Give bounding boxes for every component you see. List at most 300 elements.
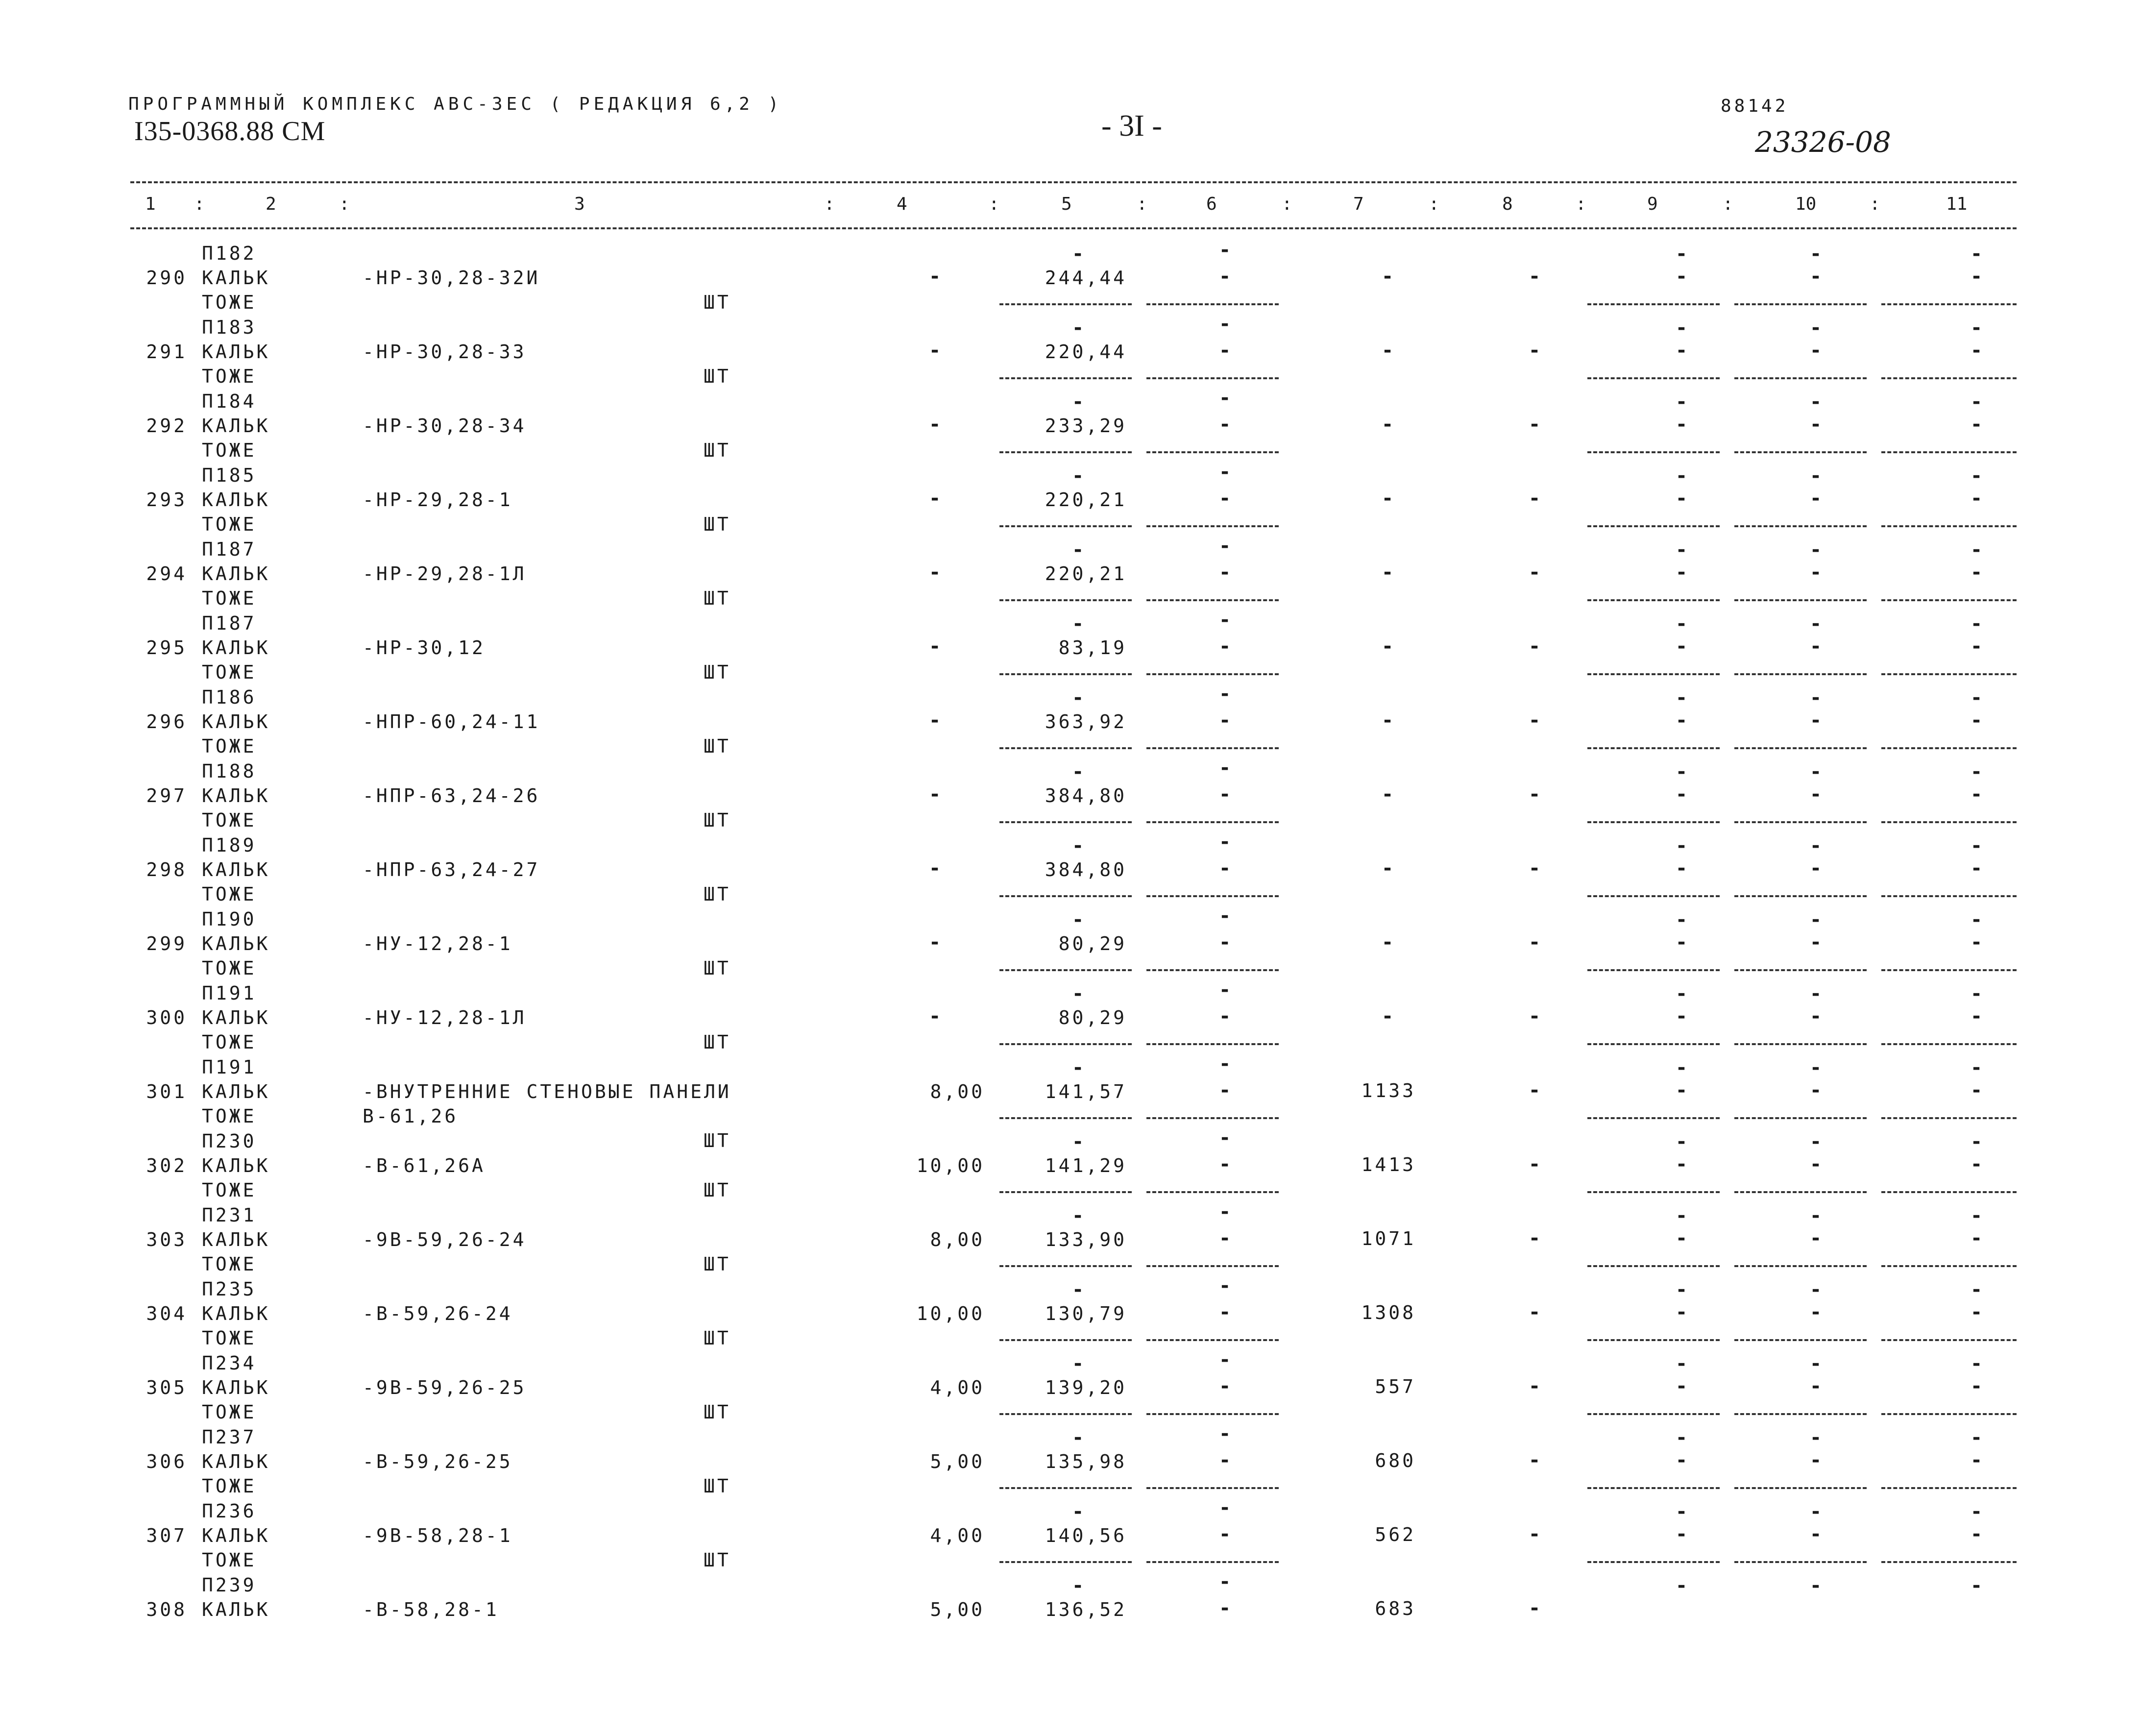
table-row [0, 1496, 2141, 1574]
same-label: ТОЖЕ [202, 513, 257, 535]
subtotal-rule [999, 969, 1132, 971]
subtotal-rule [1587, 969, 1720, 971]
empty-cell-dash: - [1219, 783, 1234, 806]
empty-cell-dash: - [1971, 1153, 1985, 1175]
subtotal-rule [1587, 1043, 1720, 1045]
empty-cell-dash: - [1676, 1227, 1690, 1249]
empty-cell-dash: - [1382, 413, 1396, 436]
item-description-continued: В-61,26 [363, 1105, 459, 1127]
table-row [0, 978, 2141, 1056]
empty-cell-dash: - [1072, 686, 1087, 709]
same-label: ТОЖЕ [202, 1549, 257, 1571]
calc-label: КАЛЬК [202, 1155, 270, 1176]
program-title: ПРОГРАММНЫЙ КОМПЛЕКС АВС-ЗЕС ( РЕДАКЦИЯ 6,2 ) [128, 94, 783, 114]
empty-cell-dash: - [1810, 391, 1825, 413]
empty-cell-dash: - [1810, 834, 1825, 857]
subtotal-rule [1587, 747, 1720, 749]
empty-cell-dash: - [1219, 1126, 1234, 1149]
item-description: -НУ-12,28-1Л [363, 1007, 527, 1028]
subtotal-rule [1881, 377, 2017, 379]
row-number: 308 [146, 1599, 187, 1620]
row-number: 301 [146, 1081, 187, 1102]
subtotal-rule [1734, 303, 1867, 305]
empty-cell-dash: - [1529, 1597, 1543, 1619]
empty-cell-dash: - [1072, 1056, 1087, 1079]
subtotal-rule [1734, 1117, 1867, 1119]
table-row [0, 1126, 2141, 1204]
empty-cell-dash: - [1676, 982, 1690, 1005]
subtotal-rule [999, 1413, 1132, 1415]
position-code: П183 [202, 317, 257, 338]
subtotal-rule [999, 1191, 1132, 1193]
empty-cell-dash: - [929, 709, 944, 732]
empty-cell-dash: - [1810, 487, 1825, 510]
empty-cell-dash: - [1971, 1500, 1985, 1523]
empty-cell-dash: - [1529, 561, 1543, 584]
subtotal-rule [1587, 1265, 1720, 1267]
subtotal-rule [1734, 1487, 1867, 1489]
header-top-rule [130, 181, 2017, 183]
same-label: ТОЖЕ [202, 1031, 257, 1053]
empty-cell-dash: - [1676, 339, 1690, 362]
empty-cell-dash: - [1810, 931, 1825, 954]
empty-cell-dash: - [1971, 1523, 1985, 1545]
empty-cell-dash: - [1072, 1426, 1087, 1449]
empty-cell-dash: - [1971, 709, 1985, 732]
subtotal-rule [1146, 1191, 1279, 1193]
unit-price-value: 363,92 [1045, 711, 1127, 733]
unit-price-value: 233,29 [1045, 415, 1127, 437]
empty-cell-dash: - [1676, 413, 1690, 436]
unit-of-measure: ШТ [704, 1327, 731, 1349]
empty-cell-dash: - [1219, 1375, 1234, 1397]
total-value: 683 [1375, 1598, 1416, 1619]
subtotal-rule [1881, 1265, 2017, 1267]
position-code: П184 [202, 391, 257, 412]
calc-label: КАЛЬК [202, 1599, 270, 1620]
subtotal-rule [1587, 673, 1720, 675]
empty-cell-dash: - [1072, 908, 1087, 931]
subtotal-rule [1146, 1265, 1279, 1267]
empty-cell-dash: - [1676, 1301, 1690, 1323]
row-number: 303 [146, 1229, 187, 1250]
empty-cell-dash: - [1810, 1523, 1825, 1545]
empty-cell-dash: - [1971, 1005, 1985, 1027]
column-separator: : [339, 194, 350, 214]
subtotal-rule [999, 1117, 1132, 1119]
item-description: -В-58,28-1 [363, 1599, 499, 1620]
empty-cell-dash: - [1219, 831, 1234, 853]
subtotal-rule [1881, 451, 2017, 453]
subtotal-rule [999, 747, 1132, 749]
same-label: ТОЖЕ [202, 1327, 257, 1349]
empty-cell-dash: - [1382, 857, 1396, 880]
total-value: 1308 [1361, 1302, 1416, 1323]
subtotal-rule [1587, 377, 1720, 379]
empty-cell-dash: - [1971, 686, 1985, 709]
row-number: 292 [146, 415, 187, 437]
empty-cell-dash: - [1529, 1301, 1543, 1323]
empty-cell-dash: - [1219, 239, 1234, 261]
subtotal-rule [1146, 747, 1279, 749]
empty-cell-dash: - [1072, 1278, 1087, 1301]
unit-price-value: 384,80 [1045, 859, 1127, 880]
empty-cell-dash: - [1219, 905, 1234, 927]
position-code: П237 [202, 1426, 257, 1448]
calc-label: КАЛЬК [202, 341, 270, 363]
empty-cell-dash: - [1529, 1449, 1543, 1471]
empty-cell-dash: - [929, 339, 944, 362]
empty-cell-dash: - [1072, 1500, 1087, 1523]
empty-cell-dash: - [1676, 465, 1690, 487]
column-separator: : [194, 194, 205, 214]
empty-cell-dash: - [1810, 1153, 1825, 1175]
quantity-value: 10,00 [916, 1303, 985, 1324]
empty-cell-dash: - [1382, 561, 1396, 584]
empty-cell-dash: - [1072, 1352, 1087, 1375]
empty-cell-dash: - [1072, 1574, 1087, 1597]
empty-cell-dash: - [1810, 1204, 1825, 1227]
position-code: П191 [202, 982, 257, 1004]
unit-of-measure: ШТ [704, 1475, 731, 1497]
item-description: -НР-29,28-1 [363, 489, 513, 511]
subtotal-rule [999, 673, 1132, 675]
empty-cell-dash: - [1971, 1375, 1985, 1397]
calc-label: КАЛЬК [202, 267, 270, 289]
position-code: П239 [202, 1574, 257, 1596]
subtotal-rule [1587, 451, 1720, 453]
subtotal-rule [1881, 1561, 2017, 1563]
empty-cell-dash: - [929, 1005, 944, 1027]
column-header-row [0, 194, 2141, 219]
handwritten-number: 23326-08 [1755, 125, 1891, 159]
unit-price-value: 133,90 [1045, 1229, 1127, 1250]
empty-cell-dash: - [1971, 1079, 1985, 1101]
subtotal-rule [1734, 1413, 1867, 1415]
subtotal-rule [1146, 1413, 1279, 1415]
empty-cell-dash: - [1810, 1500, 1825, 1523]
empty-cell-dash: - [1219, 1301, 1234, 1323]
subtotal-rule [999, 1265, 1132, 1267]
position-code: П234 [202, 1352, 257, 1374]
unit-price-value: 83,19 [1058, 637, 1127, 659]
empty-cell-dash: - [1219, 1570, 1234, 1593]
unit-price-value: 80,29 [1058, 1007, 1127, 1028]
empty-cell-dash: - [1810, 908, 1825, 931]
empty-cell-dash: - [1810, 465, 1825, 487]
subtotal-rule [1587, 821, 1720, 823]
empty-cell-dash: - [1810, 1278, 1825, 1301]
item-description: -НПР-60,24-11 [363, 711, 540, 733]
item-description: -НУ-12,28-1 [363, 933, 513, 954]
empty-cell-dash: - [1971, 1301, 1985, 1323]
column-separator: : [1870, 194, 1880, 214]
empty-cell-dash: - [1810, 635, 1825, 658]
row-number: 305 [146, 1377, 187, 1398]
empty-cell-dash: - [1810, 1449, 1825, 1471]
subtotal-rule [999, 1043, 1132, 1045]
table-row [0, 239, 2141, 317]
empty-cell-dash: - [1810, 265, 1825, 288]
empty-cell-dash: - [1971, 243, 1985, 265]
subtotal-rule [999, 525, 1132, 527]
empty-cell-dash: - [1382, 339, 1396, 362]
row-number: 306 [146, 1451, 187, 1472]
empty-cell-dash: - [1219, 635, 1234, 658]
empty-cell-dash: - [1219, 487, 1234, 510]
empty-cell-dash: - [1529, 339, 1543, 362]
subtotal-rule [1146, 673, 1279, 675]
empty-cell-dash: - [1971, 635, 1985, 658]
subtotal-rule [999, 895, 1132, 897]
empty-cell-dash: - [1529, 1005, 1543, 1027]
item-description: -НР-30,28-33 [363, 341, 527, 363]
calc-label: КАЛЬК [202, 1525, 270, 1546]
empty-cell-dash: - [1219, 1597, 1234, 1619]
row-number: 294 [146, 563, 187, 585]
empty-cell-dash: - [1810, 317, 1825, 339]
calc-label: КАЛЬК [202, 1451, 270, 1472]
position-code: П191 [202, 1056, 257, 1078]
empty-cell-dash: - [1219, 609, 1234, 631]
quantity-value: 8,00 [930, 1229, 985, 1250]
empty-cell-dash: - [1810, 783, 1825, 806]
empty-cell-dash: - [1072, 760, 1087, 783]
column-separator: : [1429, 194, 1439, 214]
empty-cell-dash: - [1072, 538, 1087, 561]
column-header-7: 7 [1353, 194, 1364, 214]
same-label: ТОЖЕ [202, 661, 257, 683]
unit-price-value: 136,52 [1045, 1599, 1127, 1620]
subtotal-rule [1734, 747, 1867, 749]
empty-cell-dash: - [1219, 1449, 1234, 1471]
unit-price-value: 220,44 [1045, 341, 1127, 363]
subtotal-rule [1881, 599, 2017, 601]
empty-cell-dash: - [1382, 931, 1396, 954]
empty-cell-dash: - [1529, 857, 1543, 880]
same-label: ТОЖЕ [202, 1401, 257, 1423]
empty-cell-dash: - [1529, 709, 1543, 732]
empty-cell-dash: - [1810, 1352, 1825, 1375]
empty-cell-dash: - [1676, 1005, 1690, 1027]
row-number: 299 [146, 933, 187, 954]
unit-of-measure: ШТ [704, 292, 731, 313]
page-number: - 3I - [1101, 109, 1162, 143]
total-value: 680 [1375, 1450, 1416, 1471]
row-number: 290 [146, 267, 187, 289]
subtotal-rule [1734, 599, 1867, 601]
unit-of-measure: ШТ [704, 1031, 731, 1053]
empty-cell-dash: - [1676, 1500, 1690, 1523]
item-description: -В-59,26-24 [363, 1303, 513, 1324]
empty-cell-dash: - [1971, 561, 1985, 584]
calc-label: КАЛЬК [202, 1081, 270, 1102]
empty-cell-dash: - [1219, 265, 1234, 288]
unit-of-measure: ШТ [704, 1130, 731, 1151]
unit-of-measure: ШТ [704, 1253, 731, 1275]
empty-cell-dash: - [1971, 982, 1985, 1005]
item-description: -В-61,26А [363, 1155, 486, 1176]
unit-of-measure: ШТ [704, 957, 731, 979]
column-header-3: 3 [574, 194, 585, 214]
subtotal-rule [1146, 821, 1279, 823]
subtotal-rule [1881, 525, 2017, 527]
empty-cell-dash: - [1676, 561, 1690, 584]
unit-of-measure: ШТ [704, 809, 731, 831]
empty-cell-dash: - [1676, 1153, 1690, 1175]
calc-label: КАЛЬК [202, 1229, 270, 1250]
item-description: -НР-30,28-32И [363, 267, 540, 289]
subtotal-rule [1734, 895, 1867, 897]
empty-cell-dash: - [929, 265, 944, 288]
empty-cell-dash: - [1971, 783, 1985, 806]
unit-price-value: 141,57 [1045, 1081, 1127, 1102]
column-separator: : [824, 194, 835, 214]
empty-cell-dash: - [1971, 413, 1985, 436]
same-label: ТОЖЕ [202, 1105, 257, 1127]
empty-cell-dash: - [1219, 1153, 1234, 1175]
empty-cell-dash: - [1529, 1523, 1543, 1545]
subtotal-rule [1587, 525, 1720, 527]
unit-price-value: 140,56 [1045, 1525, 1127, 1546]
empty-cell-dash: - [1072, 834, 1087, 857]
table-row [0, 683, 2141, 760]
subtotal-rule [1881, 969, 2017, 971]
subtotal-rule [1881, 1339, 2017, 1341]
unit-price-value: 135,98 [1045, 1451, 1127, 1472]
empty-cell-dash: - [1676, 908, 1690, 931]
empty-cell-dash: - [1072, 391, 1087, 413]
column-header-11: 11 [1946, 194, 1968, 214]
empty-cell-dash: - [1810, 1130, 1825, 1153]
empty-cell-dash: - [1529, 783, 1543, 806]
unit-price-value: 139,20 [1045, 1377, 1127, 1398]
total-value: 1071 [1361, 1228, 1416, 1249]
unit-of-measure: ШТ [704, 513, 731, 535]
column-separator: : [1576, 194, 1586, 214]
empty-cell-dash: - [1219, 683, 1234, 705]
calc-label: КАЛЬК [202, 1377, 270, 1398]
empty-cell-dash: - [1676, 243, 1690, 265]
quantity-value: 5,00 [930, 1599, 985, 1620]
item-description: -9В-58,28-1 [363, 1525, 513, 1546]
subtotal-rule [1146, 377, 1279, 379]
empty-cell-dash: - [1676, 487, 1690, 510]
empty-cell-dash: - [1072, 1130, 1087, 1153]
unit-price-value: 130,79 [1045, 1303, 1127, 1324]
same-label: ТОЖЕ [202, 957, 257, 979]
row-number: 297 [146, 785, 187, 807]
empty-cell-dash: - [1971, 834, 1985, 857]
unit-price-value: 80,29 [1058, 933, 1127, 954]
subtotal-rule [999, 303, 1132, 305]
empty-cell-dash: - [1219, 857, 1234, 880]
empty-cell-dash: - [1971, 1449, 1985, 1471]
empty-cell-dash: - [1971, 612, 1985, 635]
column-header-5: 5 [1061, 194, 1072, 214]
calc-label: КАЛЬК [202, 637, 270, 659]
table-row [0, 313, 2141, 391]
table-row [0, 1422, 2141, 1500]
empty-cell-dash: - [1219, 1523, 1234, 1545]
empty-cell-dash: - [1072, 243, 1087, 265]
empty-cell-dash: - [1971, 339, 1985, 362]
subtotal-rule [999, 1339, 1132, 1341]
subtotal-rule [1587, 1117, 1720, 1119]
empty-cell-dash: - [1676, 1523, 1690, 1545]
empty-cell-dash: - [1971, 1204, 1985, 1227]
subtotal-rule [1146, 599, 1279, 601]
same-label: ТОЖЕ [202, 735, 257, 757]
position-code: П189 [202, 834, 257, 856]
column-header-2: 2 [266, 194, 276, 214]
same-label: ТОЖЕ [202, 1253, 257, 1275]
empty-cell-dash: - [1676, 1278, 1690, 1301]
total-value: 1413 [1361, 1154, 1416, 1175]
empty-cell-dash: - [1219, 535, 1234, 557]
same-label: ТОЖЕ [202, 809, 257, 831]
empty-cell-dash: - [929, 783, 944, 806]
unit-of-measure: ШТ [704, 735, 731, 757]
subtotal-rule [1881, 1413, 2017, 1415]
empty-cell-dash: - [929, 857, 944, 880]
empty-cell-dash: - [1810, 982, 1825, 1005]
empty-cell-dash: - [1219, 709, 1234, 732]
unit-of-measure: ШТ [704, 1549, 731, 1571]
empty-cell-dash: - [1971, 1278, 1985, 1301]
unit-price-value: 141,29 [1045, 1155, 1127, 1176]
empty-cell-dash: - [1971, 538, 1985, 561]
empty-cell-dash: - [1676, 1352, 1690, 1375]
empty-cell-dash: - [1219, 757, 1234, 779]
empty-cell-dash: - [1382, 265, 1396, 288]
same-label: ТОЖЕ [202, 883, 257, 905]
row-number: 302 [146, 1155, 187, 1176]
subtotal-rule [999, 451, 1132, 453]
unit-of-measure: ШТ [704, 661, 731, 683]
empty-cell-dash: - [1971, 760, 1985, 783]
empty-cell-dash: - [929, 635, 944, 658]
calc-label: КАЛЬК [202, 1007, 270, 1028]
table-row [0, 1274, 2141, 1352]
calc-label: КАЛЬК [202, 415, 270, 437]
empty-cell-dash: - [1219, 1200, 1234, 1223]
empty-cell-dash: - [1072, 465, 1087, 487]
quantity-value: 4,00 [930, 1525, 985, 1546]
position-code: П230 [202, 1130, 257, 1152]
empty-cell-dash: - [1529, 1079, 1543, 1101]
subtotal-rule [1146, 525, 1279, 527]
empty-cell-dash: - [1810, 1574, 1825, 1597]
subtotal-rule [1587, 303, 1720, 305]
empty-cell-dash: - [1810, 857, 1825, 880]
calc-label: КАЛЬК [202, 785, 270, 807]
calc-label: КАЛЬК [202, 489, 270, 511]
subtotal-rule [1587, 1487, 1720, 1489]
empty-cell-dash: - [1529, 413, 1543, 436]
subtotal-rule [1881, 895, 2017, 897]
empty-cell-dash: - [1219, 931, 1234, 954]
empty-cell-dash: - [1676, 931, 1690, 954]
total-value: 557 [1375, 1376, 1416, 1397]
subtotal-rule [1734, 969, 1867, 971]
calc-label: КАЛЬК [202, 1303, 270, 1324]
empty-cell-dash: - [1810, 709, 1825, 732]
empty-cell-dash: - [1676, 391, 1690, 413]
position-code: П188 [202, 760, 257, 782]
empty-cell-dash: - [1810, 339, 1825, 362]
item-description: -НР-30,12 [363, 637, 486, 659]
